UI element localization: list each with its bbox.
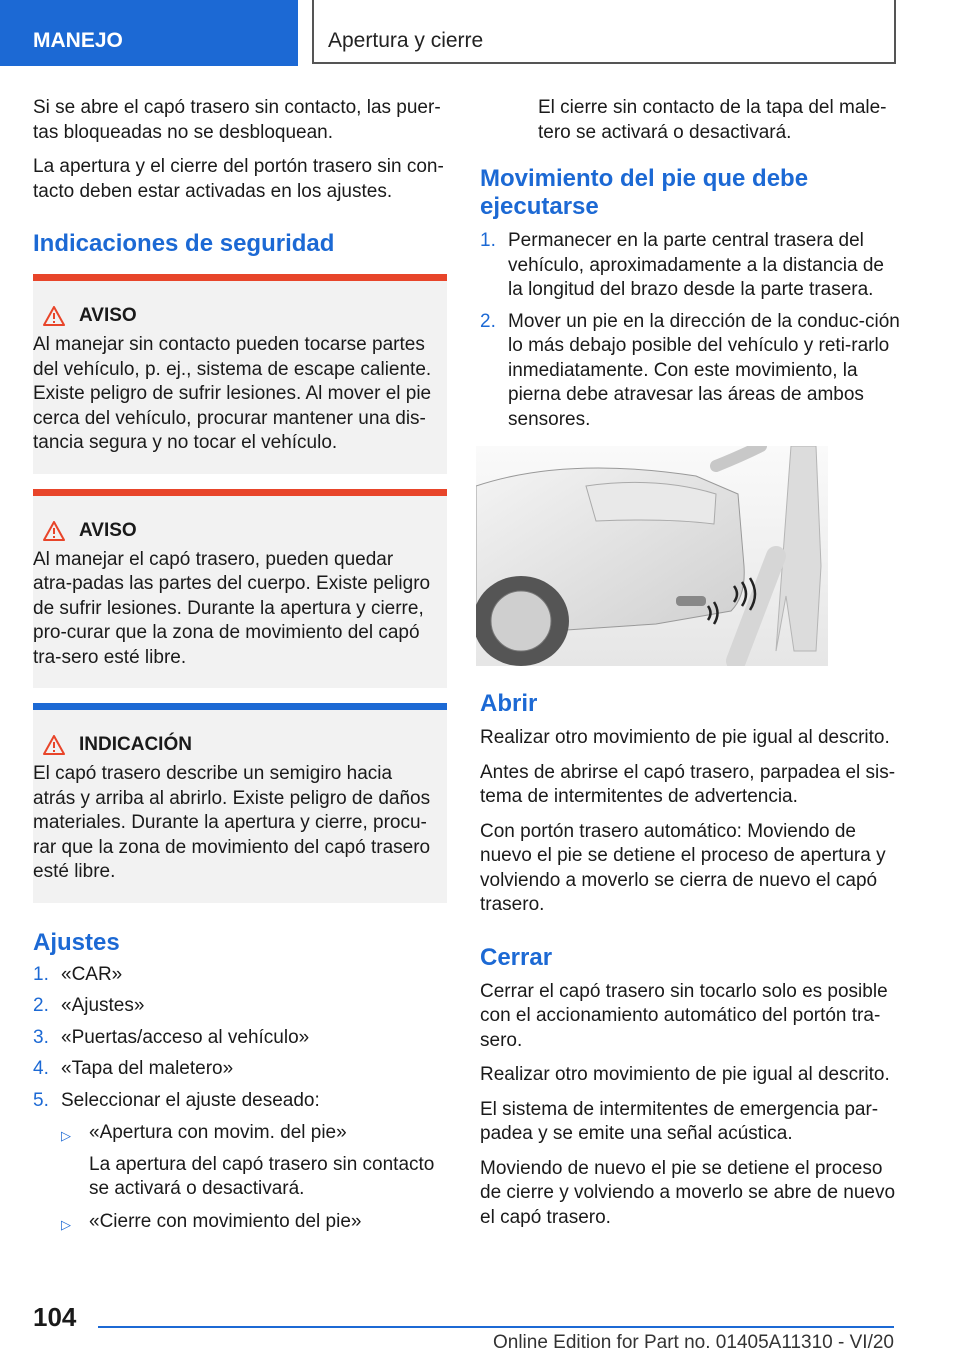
- warning-triangle-icon: [43, 735, 65, 755]
- list-item: 1. «CAR»: [33, 963, 123, 985]
- open-paragraph: Con portón trasero automático: Moviendo de nuevo el pie se detiene el proceso de apertura y volviendo a moverlo se cierra de nuevo el capó trasero.: [480, 820, 886, 915]
- triangle-bullet-icon: ▷: [61, 1216, 71, 1232]
- list-item: 1. Permanecer en la parte central trasera del vehículo, aproximadamente a la distancia de la longitud del brazo desde la parte trasera.: [480, 230, 885, 300]
- warning-text: Al manejar sin contacto pueden tocarse partes del vehículo, p. ej., sistema de escape caliente. Existe peligro de sufrir lesiones. Al mover el pie cerca del vehículo, procurar mantener una dis-tancia segura y no tocar el vehículo.: [33, 334, 432, 453]
- list-item: 4. «Tapa del maletero»: [33, 1058, 234, 1079]
- settings-heading: Ajustes: [33, 928, 120, 956]
- open-paragraph: Realizar otro movimiento de pie igual al descrito.: [480, 727, 890, 748]
- close-paragraph: Realizar otro movimiento de pie igual al descrito.: [480, 1064, 890, 1085]
- warning-title: AVISO: [79, 305, 137, 326]
- close-heading: Cerrar: [480, 943, 553, 971]
- page-number: 104: [33, 1302, 77, 1332]
- close-paragraph: El sistema de intermitentes de emergencia par-padea y se emite una señal acústica.: [480, 1098, 879, 1144]
- list-item: 5. Seleccionar el ajuste deseado: ▷ «Apertura con movim. del pie» La apertura del capó trasero sin contacto se activará o desactivará. ▷ «Cierre con movimiento del pie»: [33, 1089, 447, 1246]
- continued-text: El cierre sin contacto de la tapa del male-tero se activará o desactivará.: [538, 97, 887, 143]
- movement-steps: [480, 229, 900, 432]
- intro-paragraph: La apertura y el cierre del portón trasero sin con-tacto deben estar activadas en los ajustes.: [33, 156, 444, 202]
- left-column: [33, 96, 447, 1255]
- safety-heading: Indicaciones de seguridad: [33, 230, 335, 257]
- section-tab[interactable]: MANEJO: [0, 0, 298, 66]
- foot-gesture-illustration: [476, 446, 828, 666]
- sub-item: ▷ «Cierre con movimiento del pie»: [61, 1210, 447, 1238]
- warning-triangle-icon: [43, 306, 65, 326]
- warning-box: [33, 489, 447, 689]
- note-title: INDICACIÓN: [79, 734, 192, 755]
- settings-steps: [33, 963, 447, 1246]
- right-column: [480, 96, 900, 1240]
- close-paragraph: Moviendo de nuevo el pie se detiene el proceso de cierre y volviendo a moverlo se abre de nuevo el capó trasero.: [480, 1157, 896, 1228]
- triangle-bullet-icon: ▷: [61, 1128, 71, 1143]
- note-text: El capó trasero describe un semigiro hacia atrás y arriba al abrirlo. Existe peligro de daños materiales. Durante la apertura y cierre, procu-rar que la zona de movimiento del capó trasero esté libre.: [33, 763, 431, 882]
- sub-item: ▷ «Apertura con movim. del pie» La apertura del capó trasero sin contacto se activará o desactivará.: [61, 1121, 447, 1202]
- list-item: 3. «Puertas/acceso al vehículo»: [33, 1026, 310, 1048]
- movement-heading: Movimiento del pie que debe ejecutarse: [480, 165, 809, 220]
- footer-rule: [98, 1326, 894, 1328]
- warning-text: Al manejar el capó trasero, pueden quedar atra-padas las partes del cuerpo. Existe peligro de sufrir lesiones. Durante la apertura y cierre, pro-curar que la zona de movimiento del capó tra-sero esté libre.: [33, 548, 431, 668]
- warning-box: [33, 274, 447, 474]
- page-footer: [0, 1292, 960, 1362]
- warning-title: AVISO: [79, 519, 137, 541]
- edition-text: Online Edition for Part no. 01405A11310 - VI/20: [492, 1332, 894, 1353]
- close-paragraph: Cerrar el capó trasero sin tocarlo solo es posible con el accionamiento automático del portón tra-sero.: [480, 980, 888, 1051]
- list-item: 2. «Ajustes»: [33, 995, 145, 1016]
- open-heading: Abrir: [480, 690, 538, 717]
- list-item: 2. Mover un pie en la dirección de la conduc-ción lo más debajo posible del vehículo y reti-rarlo inmediatamente. Con este movimiento, la pierna debe atravesar las áreas de ambos sensores.: [480, 310, 900, 430]
- open-paragraph: Antes de abrirse el capó trasero, parpadea el sis-tema de intermitentes de advertencia.: [480, 761, 896, 807]
- intro-paragraph: Si se abre el capó trasero sin contacto, las puer-tas bloqueadas no se desbloquean.: [33, 97, 441, 143]
- chapter-title: Apertura y cierre: [312, 0, 896, 64]
- sub-options: [61, 1121, 447, 1237]
- note-box: [33, 703, 447, 903]
- page-header: [0, 0, 960, 66]
- warning-triangle-icon: [43, 521, 65, 541]
